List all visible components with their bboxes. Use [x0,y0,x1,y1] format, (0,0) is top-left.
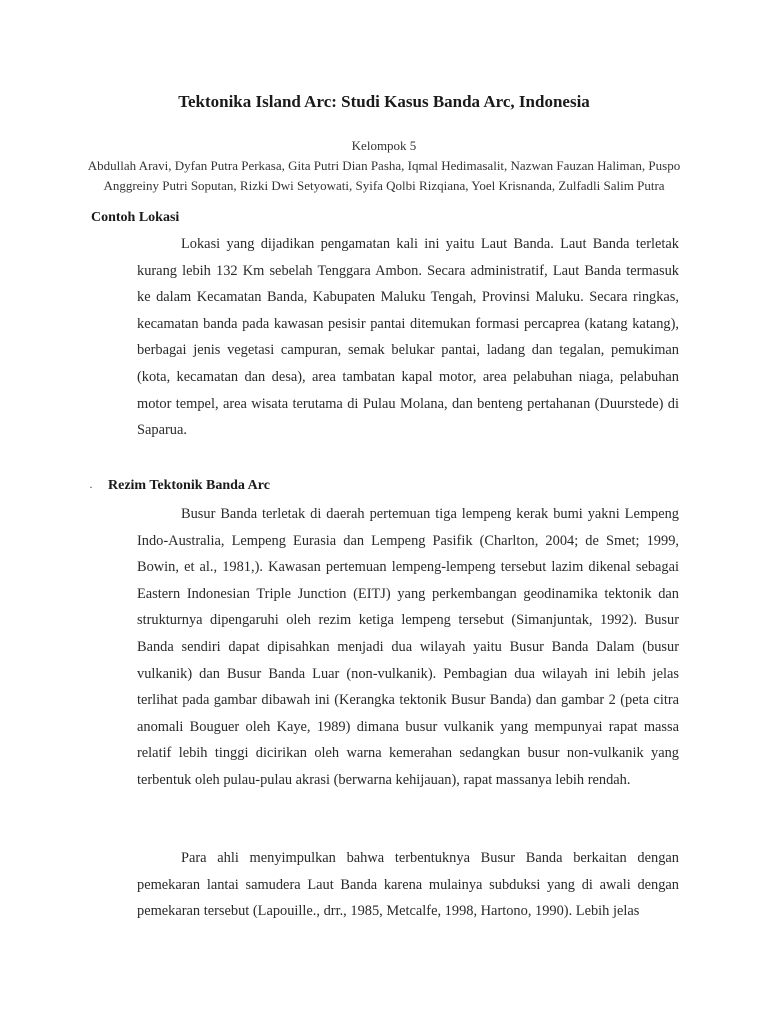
paragraph: Para ahli menyimpulkan bahwa terbentuknya Busur Banda berkaitan dengan pemekaran lantai samudera Laut Banda karena mulainya subduksi yang di awali dengan pemekaran tersebut (Lapouille., drr., 1985, Metcalfe, 1998, Hartono, 1990). Lebih jelas [137,850,679,920]
document-title: Tektonika Island Arc: Studi Kasus Banda Arc, Indonesia [178,92,590,111]
paragraph: Lokasi yang dijadikan pengamatan kali ini yaitu Laut Banda. Laut Banda terletak kurang lebih 132 Km sebelah Tenggara Ambon. Secara administratif, Laut Banda termasuk ke dalam Kecamatan Banda, Kabupaten Maluku Tengah, Provinsi Maluku. Secara ringkas, kecamatan banda pada kawasan pesisir pantai ditemukan formasi percaprea (katang katang), berbagai jenis vegetasi campuran, semak belukar pantai, ladang dan tegalan, pemukiman (kota, kecamatan dan desa), area tambatan kapal motor, area pelabuhan niaga, pelabuhan motor tempel, area wisata terutama di Pulau Molana, dan benteng pertahanan (Duurstede) di Saparua. [137,236,679,439]
section-heading-contoh-lokasi: Contoh Lokasi [91,210,180,225]
bullet-point: · [89,480,93,494]
author-list: Abdullah Aravi, Dyfan Putra Perkasa, Gita Putri Dian Pasha, Iqmal Hedimasalit, Nazwan Fauzan Haliman, Puspo Anggreiny Putri Soputan, Rizki Dwi Setyowati, Syifa Qolbi Rizqiana, Yoel Krisnanda, Zulfadli Salim Putra [87,158,681,193]
paragraph: Busur Banda terletak di daerah pertemuan tiga lempeng kerak bumi yakni Lempeng Indo-Australia, Lempeng Eurasia dan Lempeng Pasifik (Charlton, 2004; de Smet; 1999, Bowin, et al., 1981,). Kawasan pertemuan lempeng-lempeng tersebut lazim dikenal sebagai Eastern Indonesian Triple Junction (EITJ) yang perkembangan geodinamika tektonik dan strukturnya dipengaruhi oleh rezim ketiga lempeng tersebut (Simanjuntak, 1992). Busur Banda sendiri dapat dipisahkan menjadi dua wilayah yaitu Busur Banda Dalam (busur vulkanik) dan Busur Banda Luar (non-vulkanik). Pembagian dua wilayah ini lebih jelas terlihat pada gambar dibawah ini (Kerangka tektonik Busur Banda) dan gambar 2 (peta citra anomali Bouguer oleh Kaye, 1989) dimana busur vulkanik yang mempunyai rapat massa relatif lebih tinggi dicirikan oleh warna kemerahan sedangkan busur non-vulkanik yang terbentuk oleh pulau-pulau akrasi (berwarna kehijauan), rapat massanya lebih rendah. [137,506,679,788]
group-label: Kelompok 5 [351,138,417,153]
section-heading-rezim-tektonik: Rezim Tektonik Banda Arc [108,478,270,493]
